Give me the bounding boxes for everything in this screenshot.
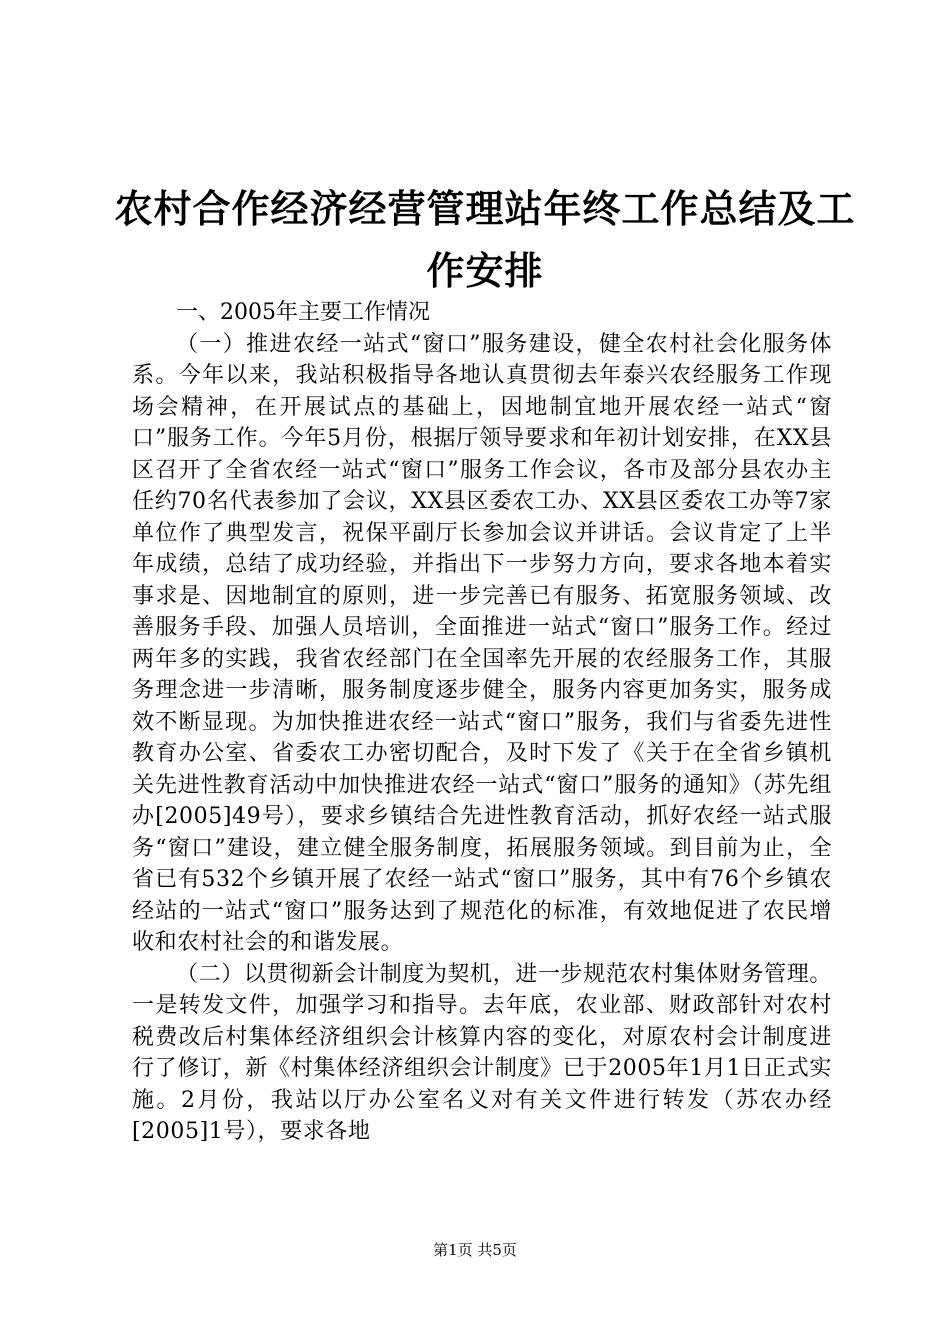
document-body (132, 297, 832, 1148)
section-heading: 一、2005年主要工作情况 (176, 300, 430, 325)
page-number-footer: 第1页 共5页 (433, 1241, 517, 1259)
paragraph-2: （二）以贯彻新会计制度为契机，进一步规范农村集体财务管理。一是转发文件，加强学习和指导。去年底，农业部、财政部针对农村税费改后村集体经济组织会计核算内容的变化，对原农村会计制度进行了修订，新《村集体经济组织会计制度》已于2005年1月1日正式实施。2月份，我站以厅办公室名义对有关文件进行转发（苏农办经[2005]1号），要求各地 (132, 961, 832, 1144)
paragraph-1: （一）推进农经一站式“窗口”服务建设，健全农村社会化服务体系。今年以来，我站积极指导各地认真贯彻去年泰兴农经服务工作现场会精神，在开展试点的基础上，因地制宜地开展农经一站式“窗口”服务工作。今年5月份，根据厅领导要求和年初计划安排，在XX县区召开了全省农经一站式“窗口”服务工作会议，各市及部分县农办主任约70名代表参加了会议，XX县区委农工办、XX县区委农工办等7家单位作了典型发言，祝保平副厅长参加会议并讲话。会议肯定了上半年成绩，总结了成功经验，并指出下一步努力方向，要求各地本着实事求是、因地制宜的原则，进一步完善已有服务、拓宽服务领域、改善服务手段、加强人员培训，全面推进一站式“窗口”服务工作。经过两年多的实践，我省农经部门在全国率先开展的农经服务工作，其服务理念进一步清晰，服务制度逐步健全，服务内容更加务实，服务成效不断显现。为加快推进农经一站式“窗口”服务，我们与省委先进性教育办公室、省委农工办密切配合，及时下发了《关于在全省乡镇机关先进性教育活动中加快推进农经一站式“窗口”服务的通知》（苏先组办[2005]49号），要求乡镇结合先进性教育活动，抓好农经一站式服务“窗口”建设，建立健全服务制度，拓展服务领域。到目前为止，全省已有532个乡镇开展了农经一站式“窗口”服务，其中有76个乡镇农经站的一站式“窗口”服务达到了规范化的标准，有效地促进了农民增收和农村社会的和谐发展。 (132, 331, 832, 955)
document-title: 农村合作经济经营管理站年终工作总结及工作安排 (114, 187, 856, 293)
